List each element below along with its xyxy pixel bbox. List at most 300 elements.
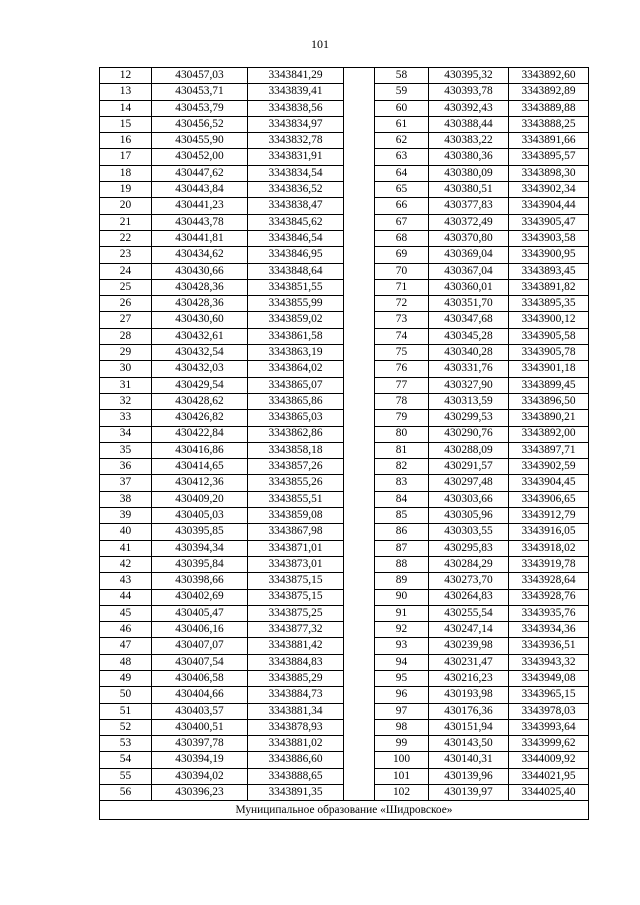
- right-coordinate-y: 3343903,58: [509, 230, 589, 246]
- left-point-number: 45: [100, 605, 152, 621]
- left-point-number: 53: [100, 736, 152, 752]
- left-point-number: 15: [100, 116, 152, 132]
- right-coordinate-y: 3343905,58: [509, 328, 589, 344]
- left-coordinate-x: 430443,84: [152, 182, 248, 198]
- column-gap: [344, 442, 375, 458]
- left-point-number: 16: [100, 133, 152, 149]
- right-coordinate-x: 430313,59: [429, 393, 509, 409]
- left-coordinate-y: 3343861,58: [248, 328, 344, 344]
- left-coordinate-x: 430453,71: [152, 84, 248, 100]
- left-coordinate-y: 3343846,95: [248, 247, 344, 263]
- right-coordinate-x: 430388,44: [429, 116, 509, 132]
- left-coordinate-y: 3343886,60: [248, 752, 344, 768]
- table-row: [100, 638, 589, 654]
- right-coordinate-y: 3343904,45: [509, 475, 589, 491]
- right-coordinate-y: 3343899,45: [509, 377, 589, 393]
- table-row: [100, 133, 589, 149]
- left-coordinate-x: 430397,78: [152, 736, 248, 752]
- table-row: [100, 182, 589, 198]
- left-point-number: 19: [100, 182, 152, 198]
- right-point-number: 70: [375, 263, 429, 279]
- right-coordinate-x: 430347,68: [429, 312, 509, 328]
- right-coordinate-x: 430291,57: [429, 459, 509, 475]
- table-row: [100, 491, 589, 507]
- left-coordinate-y: 3343863,19: [248, 345, 344, 361]
- right-coordinate-y: 3343918,02: [509, 540, 589, 556]
- column-gap: [344, 279, 375, 295]
- left-coordinate-y: 3343845,62: [248, 214, 344, 230]
- right-coordinate-x: 430380,36: [429, 149, 509, 165]
- table-row: [100, 214, 589, 230]
- column-gap: [344, 361, 375, 377]
- left-point-number: 44: [100, 589, 152, 605]
- page-number: 101: [311, 37, 329, 51]
- table-row: [100, 687, 589, 703]
- left-coordinate-x: 430398,66: [152, 573, 248, 589]
- column-gap: [344, 263, 375, 279]
- right-coordinate-x: 430139,96: [429, 768, 509, 784]
- table-row: [100, 442, 589, 458]
- left-coordinate-y: 3343862,86: [248, 426, 344, 442]
- left-point-number: 29: [100, 345, 152, 361]
- column-gap: [344, 214, 375, 230]
- right-point-number: 78: [375, 393, 429, 409]
- left-coordinate-x: 430428,62: [152, 393, 248, 409]
- column-gap: [344, 198, 375, 214]
- left-coordinate-y: 3343877,32: [248, 622, 344, 638]
- table-row: [100, 247, 589, 263]
- left-coordinate-x: 430447,62: [152, 165, 248, 181]
- right-point-number: 66: [375, 198, 429, 214]
- right-coordinate-y: 3343905,47: [509, 214, 589, 230]
- right-coordinate-x: 430351,70: [429, 296, 509, 312]
- left-point-number: 54: [100, 752, 152, 768]
- left-coordinate-y: 3343865,07: [248, 377, 344, 393]
- right-point-number: 86: [375, 524, 429, 540]
- right-coordinate-y: 3343892,89: [509, 84, 589, 100]
- left-coordinate-y: 3343864,02: [248, 361, 344, 377]
- table-row: [100, 68, 589, 84]
- right-coordinate-y: 3343902,34: [509, 182, 589, 198]
- column-gap: [344, 165, 375, 181]
- right-coordinate-y: 3343892,00: [509, 426, 589, 442]
- right-point-number: 79: [375, 410, 429, 426]
- table-row: [100, 230, 589, 246]
- right-point-number: 92: [375, 622, 429, 638]
- left-coordinate-y: 3343881,34: [248, 703, 344, 719]
- right-point-number: 65: [375, 182, 429, 198]
- left-point-number: 33: [100, 410, 152, 426]
- left-point-number: 13: [100, 84, 152, 100]
- right-coordinate-y: 3343904,44: [509, 198, 589, 214]
- table-row: [100, 312, 589, 328]
- column-gap: [344, 116, 375, 132]
- column-gap: [344, 345, 375, 361]
- column-gap: [344, 393, 375, 409]
- right-coordinate-y: 3343895,57: [509, 149, 589, 165]
- left-coordinate-x: 430432,03: [152, 361, 248, 377]
- right-point-number: 80: [375, 426, 429, 442]
- right-point-number: 74: [375, 328, 429, 344]
- column-gap: [344, 670, 375, 686]
- right-coordinate-y: 3343936,51: [509, 638, 589, 654]
- right-coordinate-y: 3343943,32: [509, 654, 589, 670]
- left-coordinate-y: 3343857,26: [248, 459, 344, 475]
- column-gap: [344, 312, 375, 328]
- right-point-number: 89: [375, 573, 429, 589]
- table-row: [100, 508, 589, 524]
- table-row: [100, 100, 589, 116]
- right-point-number: 97: [375, 703, 429, 719]
- left-coordinate-y: 3343891,35: [248, 785, 344, 801]
- table-row: [100, 84, 589, 100]
- column-gap: [344, 622, 375, 638]
- table-row: [100, 654, 589, 670]
- right-coordinate-x: 430370,80: [429, 230, 509, 246]
- table-row: [100, 198, 589, 214]
- left-coordinate-y: 3343851,55: [248, 279, 344, 295]
- right-coordinate-x: 430360,01: [429, 279, 509, 295]
- left-coordinate-y: 3343888,65: [248, 768, 344, 784]
- right-coordinate-x: 430247,14: [429, 622, 509, 638]
- left-point-number: 34: [100, 426, 152, 442]
- left-coordinate-x: 430422,84: [152, 426, 248, 442]
- left-coordinate-y: 3343875,15: [248, 573, 344, 589]
- left-coordinate-x: 430443,78: [152, 214, 248, 230]
- right-coordinate-y: 3343928,76: [509, 589, 589, 605]
- left-coordinate-x: 430407,07: [152, 638, 248, 654]
- right-point-number: 98: [375, 719, 429, 735]
- right-point-number: 91: [375, 605, 429, 621]
- left-point-number: 40: [100, 524, 152, 540]
- left-coordinate-x: 430453,79: [152, 100, 248, 116]
- column-gap: [344, 556, 375, 572]
- left-point-number: 23: [100, 247, 152, 263]
- right-coordinate-y: 3343898,30: [509, 165, 589, 181]
- right-coordinate-x: 430284,29: [429, 556, 509, 572]
- left-coordinate-x: 430432,54: [152, 345, 248, 361]
- right-point-number: 81: [375, 442, 429, 458]
- left-coordinate-y: 3343878,93: [248, 719, 344, 735]
- left-coordinate-y: 3343846,54: [248, 230, 344, 246]
- left-coordinate-y: 3343881,42: [248, 638, 344, 654]
- right-coordinate-x: 430297,48: [429, 475, 509, 491]
- right-point-number: 76: [375, 361, 429, 377]
- left-point-number: 41: [100, 540, 152, 556]
- left-coordinate-x: 430394,02: [152, 768, 248, 784]
- column-gap: [344, 475, 375, 491]
- left-coordinate-y: 3343884,83: [248, 654, 344, 670]
- column-gap: [344, 703, 375, 719]
- table-row: [100, 475, 589, 491]
- left-coordinate-y: 3343884,73: [248, 687, 344, 703]
- column-gap: [344, 410, 375, 426]
- right-coordinate-y: 3343892,60: [509, 68, 589, 84]
- column-gap: [344, 68, 375, 84]
- right-point-number: 62: [375, 133, 429, 149]
- left-coordinate-y: 3343875,25: [248, 605, 344, 621]
- left-coordinate-x: 430428,36: [152, 296, 248, 312]
- left-coordinate-x: 430409,20: [152, 491, 248, 507]
- right-coordinate-x: 430231,47: [429, 654, 509, 670]
- left-coordinate-y: 3343873,01: [248, 556, 344, 572]
- right-coordinate-x: 430193,98: [429, 687, 509, 703]
- column-gap: [344, 687, 375, 703]
- right-point-number: 102: [375, 785, 429, 801]
- right-point-number: 96: [375, 687, 429, 703]
- right-coordinate-x: 430303,66: [429, 491, 509, 507]
- right-point-number: 77: [375, 377, 429, 393]
- left-point-number: 36: [100, 459, 152, 475]
- right-coordinate-x: 430216,23: [429, 670, 509, 686]
- right-coordinate-x: 430303,55: [429, 524, 509, 540]
- right-point-number: 68: [375, 230, 429, 246]
- right-coordinate-y: 3343895,35: [509, 296, 589, 312]
- right-coordinate-x: 430288,09: [429, 442, 509, 458]
- left-coordinate-x: 430395,85: [152, 524, 248, 540]
- table-row: [100, 377, 589, 393]
- left-coordinate-x: 430394,19: [152, 752, 248, 768]
- left-coordinate-y: 3343859,02: [248, 312, 344, 328]
- left-coordinate-y: 3343832,78: [248, 133, 344, 149]
- right-coordinate-y: 3343896,50: [509, 393, 589, 409]
- left-coordinate-y: 3343865,86: [248, 393, 344, 409]
- left-coordinate-x: 430432,61: [152, 328, 248, 344]
- right-point-number: 82: [375, 459, 429, 475]
- column-gap: [344, 540, 375, 556]
- table-row: [100, 752, 589, 768]
- left-coordinate-y: 3343831,91: [248, 149, 344, 165]
- left-point-number: 18: [100, 165, 152, 181]
- table-row: [100, 296, 589, 312]
- left-coordinate-x: 430416,86: [152, 442, 248, 458]
- table-row: [100, 540, 589, 556]
- table-row: [100, 116, 589, 132]
- left-point-number: 39: [100, 508, 152, 524]
- right-coordinate-y: 3343935,76: [509, 605, 589, 621]
- table-row: [100, 165, 589, 181]
- column-gap: [344, 328, 375, 344]
- left-coordinate-x: 430394,34: [152, 540, 248, 556]
- right-coordinate-y: 3343906,65: [509, 491, 589, 507]
- right-coordinate-x: 430369,04: [429, 247, 509, 263]
- left-point-number: 46: [100, 622, 152, 638]
- right-coordinate-y: 3343916,05: [509, 524, 589, 540]
- right-coordinate-x: 430345,28: [429, 328, 509, 344]
- right-coordinate-y: 3343934,36: [509, 622, 589, 638]
- left-point-number: 31: [100, 377, 152, 393]
- left-point-number: 24: [100, 263, 152, 279]
- right-point-number: 67: [375, 214, 429, 230]
- table-row: [100, 279, 589, 295]
- right-coordinate-y: 3343888,25: [509, 116, 589, 132]
- right-coordinate-x: 430295,83: [429, 540, 509, 556]
- right-coordinate-x: 430255,54: [429, 605, 509, 621]
- left-point-number: 51: [100, 703, 152, 719]
- left-point-number: 14: [100, 100, 152, 116]
- right-point-number: 90: [375, 589, 429, 605]
- right-point-number: 85: [375, 508, 429, 524]
- column-gap: [344, 84, 375, 100]
- municipality-name: Муниципальное образование «Шидровское»: [100, 801, 589, 820]
- left-point-number: 28: [100, 328, 152, 344]
- right-point-number: 100: [375, 752, 429, 768]
- left-coordinate-x: 430395,84: [152, 556, 248, 572]
- left-point-number: 25: [100, 279, 152, 295]
- table-row: [100, 573, 589, 589]
- left-point-number: 56: [100, 785, 152, 801]
- table-row: [100, 345, 589, 361]
- left-coordinate-y: 3343875,15: [248, 589, 344, 605]
- right-point-number: 99: [375, 736, 429, 752]
- column-gap: [344, 296, 375, 312]
- left-coordinate-x: 430434,62: [152, 247, 248, 263]
- right-coordinate-x: 430372,49: [429, 214, 509, 230]
- left-point-number: 27: [100, 312, 152, 328]
- left-point-number: 26: [100, 296, 152, 312]
- table-row: [100, 622, 589, 638]
- column-gap: [344, 426, 375, 442]
- left-coordinate-y: 3343867,98: [248, 524, 344, 540]
- table-row: [100, 263, 589, 279]
- right-coordinate-x: 430140,31: [429, 752, 509, 768]
- right-coordinate-y: 3343889,88: [509, 100, 589, 116]
- left-coordinate-y: 3343859,08: [248, 508, 344, 524]
- right-coordinate-y: 3343891,66: [509, 133, 589, 149]
- right-coordinate-x: 430383,22: [429, 133, 509, 149]
- left-coordinate-y: 3343858,18: [248, 442, 344, 458]
- left-coordinate-x: 430426,82: [152, 410, 248, 426]
- right-coordinate-y: 3343905,78: [509, 345, 589, 361]
- left-coordinate-y: 3343855,26: [248, 475, 344, 491]
- left-coordinate-x: 430407,54: [152, 654, 248, 670]
- column-gap: [344, 752, 375, 768]
- left-point-number: 17: [100, 149, 152, 165]
- right-coordinate-x: 430143,50: [429, 736, 509, 752]
- column-gap: [344, 491, 375, 507]
- right-coordinate-y: 3343949,08: [509, 670, 589, 686]
- coordinates-table: [99, 67, 589, 820]
- left-point-number: 42: [100, 556, 152, 572]
- table-row: [100, 426, 589, 442]
- left-coordinate-y: 3343855,99: [248, 296, 344, 312]
- right-coordinate-y: 3344021,95: [509, 768, 589, 784]
- right-point-number: 71: [375, 279, 429, 295]
- left-coordinate-x: 430405,03: [152, 508, 248, 524]
- right-coordinate-y: 3343891,82: [509, 279, 589, 295]
- table-row: [100, 410, 589, 426]
- right-coordinate-x: 430151,94: [429, 719, 509, 735]
- left-coordinate-y: 3343836,52: [248, 182, 344, 198]
- right-coordinate-x: 430273,70: [429, 573, 509, 589]
- left-point-number: 32: [100, 393, 152, 409]
- table-row: [100, 328, 589, 344]
- column-gap: [344, 247, 375, 263]
- column-gap: [344, 377, 375, 393]
- table-row: [100, 589, 589, 605]
- right-coordinate-y: 3343912,79: [509, 508, 589, 524]
- column-gap: [344, 100, 375, 116]
- table-row: [100, 393, 589, 409]
- right-point-number: 95: [375, 670, 429, 686]
- left-coordinate-x: 430428,36: [152, 279, 248, 295]
- table-row: [100, 556, 589, 572]
- right-point-number: 84: [375, 491, 429, 507]
- left-coordinate-y: 3343838,47: [248, 198, 344, 214]
- left-coordinate-y: 3343839,41: [248, 84, 344, 100]
- left-coordinate-x: 430430,60: [152, 312, 248, 328]
- left-coordinate-x: 430455,90: [152, 133, 248, 149]
- right-point-number: 87: [375, 540, 429, 556]
- left-coordinate-y: 3343838,56: [248, 100, 344, 116]
- right-coordinate-x: 430340,28: [429, 345, 509, 361]
- table-row: [100, 768, 589, 784]
- left-point-number: 43: [100, 573, 152, 589]
- left-coordinate-y: 3343834,97: [248, 116, 344, 132]
- left-point-number: 38: [100, 491, 152, 507]
- right-coordinate-y: 3343901,18: [509, 361, 589, 377]
- table-row: [100, 605, 589, 621]
- right-coordinate-x: 430290,76: [429, 426, 509, 442]
- left-point-number: 47: [100, 638, 152, 654]
- left-coordinate-y: 3343841,29: [248, 68, 344, 84]
- left-coordinate-x: 430452,00: [152, 149, 248, 165]
- left-point-number: 55: [100, 768, 152, 784]
- left-coordinate-x: 430456,52: [152, 116, 248, 132]
- right-point-number: 88: [375, 556, 429, 572]
- left-coordinate-x: 430441,23: [152, 198, 248, 214]
- left-coordinate-x: 430430,66: [152, 263, 248, 279]
- right-coordinate-x: 430299,53: [429, 410, 509, 426]
- right-coordinate-x: 430327,90: [429, 377, 509, 393]
- left-point-number: 30: [100, 361, 152, 377]
- column-gap: [344, 785, 375, 801]
- right-coordinate-x: 430377,83: [429, 198, 509, 214]
- left-coordinate-y: 3343834,54: [248, 165, 344, 181]
- left-coordinate-y: 3343871,01: [248, 540, 344, 556]
- left-coordinate-x: 430412,36: [152, 475, 248, 491]
- right-coordinate-x: 430239,98: [429, 638, 509, 654]
- right-coordinate-x: 430380,09: [429, 165, 509, 181]
- right-point-number: 93: [375, 638, 429, 654]
- left-point-number: 22: [100, 230, 152, 246]
- column-gap: [344, 149, 375, 165]
- right-point-number: 58: [375, 68, 429, 84]
- left-coordinate-x: 430403,57: [152, 703, 248, 719]
- right-coordinate-x: 430305,96: [429, 508, 509, 524]
- table-row: [100, 785, 589, 801]
- column-gap: [344, 768, 375, 784]
- right-coordinate-x: 430139,97: [429, 785, 509, 801]
- right-point-number: 101: [375, 768, 429, 784]
- right-coordinate-y: 3343928,64: [509, 573, 589, 589]
- right-coordinate-y: 3343919,78: [509, 556, 589, 572]
- left-coordinate-x: 430404,66: [152, 687, 248, 703]
- right-coordinate-x: 430367,04: [429, 263, 509, 279]
- table-row: [100, 149, 589, 165]
- column-gap: [344, 736, 375, 752]
- right-point-number: 59: [375, 84, 429, 100]
- right-coordinate-x: 430393,78: [429, 84, 509, 100]
- column-gap: [344, 133, 375, 149]
- column-gap: [344, 605, 375, 621]
- right-coordinate-x: 430331,76: [429, 361, 509, 377]
- left-coordinate-x: 430405,47: [152, 605, 248, 621]
- left-coordinate-x: 430400,51: [152, 719, 248, 735]
- left-coordinate-x: 430457,03: [152, 68, 248, 84]
- right-point-number: 83: [375, 475, 429, 491]
- right-coordinate-y: 3343900,95: [509, 247, 589, 263]
